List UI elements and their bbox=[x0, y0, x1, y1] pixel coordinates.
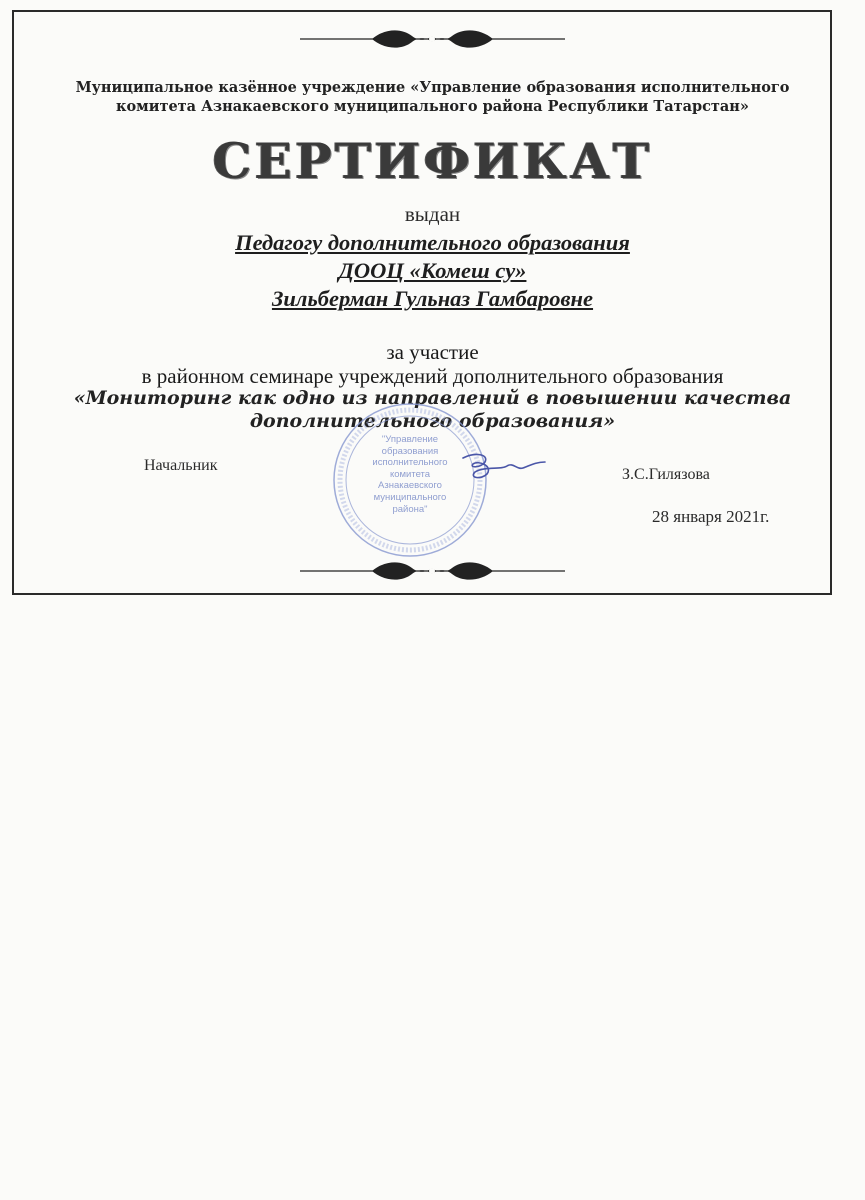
stamp-text: "Управление образования исполнительного комитета Азнакаевского муниципального района" bbox=[372, 434, 448, 515]
organization-name bbox=[0, 78, 865, 116]
topic-line-2: дополнительного образования» bbox=[249, 410, 616, 432]
topic-line-1: «Мониторинг как одно из направлений в повышении качества bbox=[73, 387, 792, 409]
issue-date: 28 января 2021г. bbox=[652, 507, 770, 526]
top-ornament bbox=[0, 24, 865, 54]
event-description: в районном семинаре учреждений дополнительного образования bbox=[141, 364, 724, 388]
organization-line-1: Муниципальное казённое учреждение «Управление образования исполнительного bbox=[75, 79, 790, 96]
bottom-ornament bbox=[0, 556, 865, 586]
signatory-position: Начальник bbox=[144, 457, 218, 474]
signatory-name: З.С.Гилязова bbox=[622, 466, 710, 483]
recipient-name: Зильберман Гульназ Гамбаровне bbox=[271, 286, 594, 311]
organization-line-2: комитета Азнакаевского муниципального района Республики Татарстан» bbox=[115, 98, 749, 115]
certificate-title: СЕРТИФИКАТ bbox=[212, 132, 653, 190]
issued-label: выдан bbox=[404, 202, 461, 226]
signature bbox=[455, 448, 555, 488]
participation-label: за участие bbox=[386, 340, 479, 364]
recipient-institution: ДООЦ «Комеш су» bbox=[338, 258, 527, 283]
recipient-position: Педагогу дополнительного образования bbox=[235, 230, 630, 255]
